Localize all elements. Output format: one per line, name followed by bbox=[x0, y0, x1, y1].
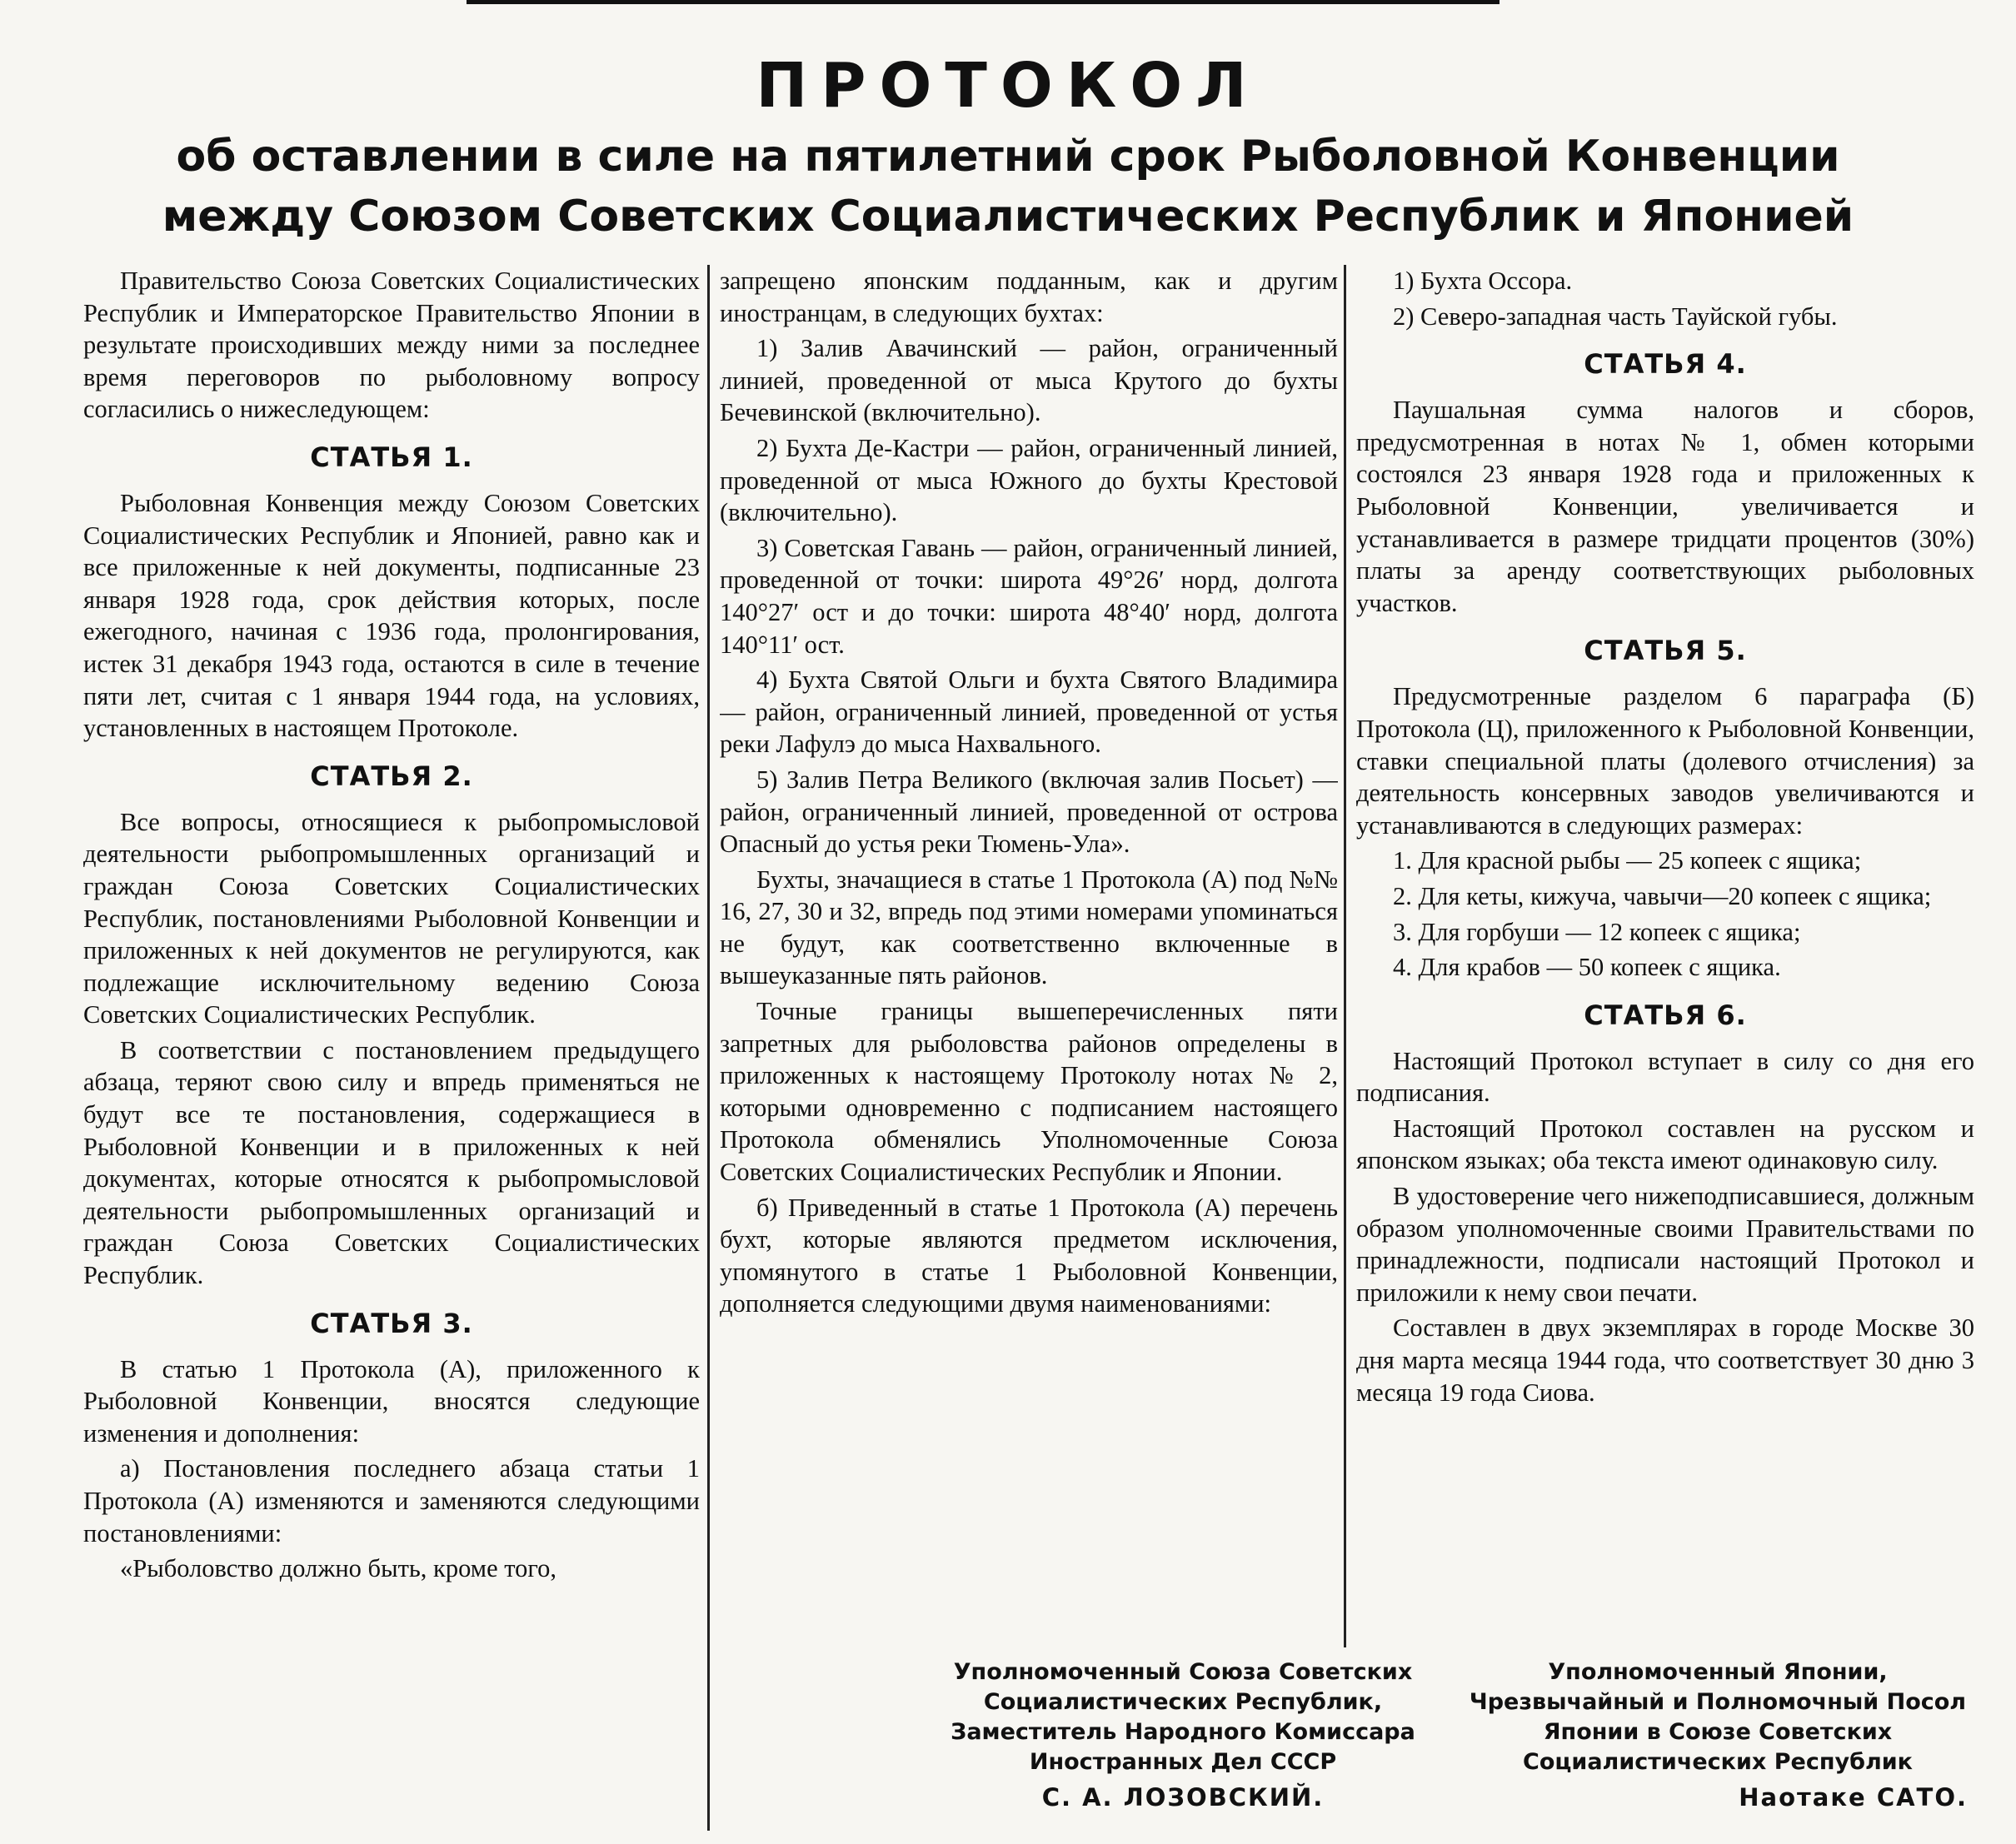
article-heading: СТАТЬЯ 5. bbox=[1584, 635, 1747, 667]
text-column-1 bbox=[83, 265, 700, 1831]
signatory-name: Наотаке САТО. bbox=[1739, 1783, 1968, 1812]
signatory-name: С. А. ЛОЗОВСКИЙ. bbox=[1041, 1783, 1325, 1812]
paragraph: 5) Залив Петра Великого (включая залив Посьет) — район, ограниченный линией, проведенной от острова Опасный до устья реки Тюмень-Ула». bbox=[720, 765, 1338, 859]
document-title: ПРОТОКОЛ bbox=[756, 50, 1260, 122]
article-heading: СТАТЬЯ 6. bbox=[1584, 999, 1747, 1031]
paragraph: 3) Советская Гавань — район, ограниченный линией, проведенной от точки: широта 49°26′ норд, долгота 140°27′ ост и до точки: широта 48°40′ норд, долгота 140°11′ ост. bbox=[720, 533, 1338, 659]
paragraph: Паушальная сумма налогов и сборов, предусмотренная в нотах № 1, обмен которыми состоялся 23 января 1928 года и приложенных к Рыболовной Конвенции, увеличивается и устанавливается в размере тридцати процентов (30%) платы за аренду соответствующих рыболовных участков. bbox=[1356, 396, 1974, 617]
paragraph: Предусмотренные разделом 6 параграфа (Б) Протокола (Ц), приложенного к Рыболовной Конвенции, ставки специальной платы (долевого отчисления) за деятельность консервных заводов увеличиваются и устанавливаются в следующих размерах: bbox=[1356, 682, 1974, 840]
paragraph: Точные границы вышеперечисленных пяти запретных для рыболовства районов определены в приложенных к настоящему Протоколу нотах № 2, которыми одновременно с подписанием настоящего Протокола обменялись Уполномоченные Союза Советских Социалистических Республик и Японии. bbox=[720, 997, 1338, 1187]
paragraph: 2) Северо-западная часть Тауйской губы. bbox=[1393, 302, 1838, 331]
paragraph: б) Приведенный в статье 1 Протокола (А) перечень бухт, которые являются предметом исключения, упомянутого в статье 1 Рыболовной Конвенции, дополняется следующими двумя наименованиями: bbox=[720, 1193, 1338, 1318]
signatory-role: Уполномоченный Японии, Чрезвычайный и Полномочный Посол Японии в Союзе Советских Социалистических Республик bbox=[1469, 1659, 1967, 1775]
paragraph: 4) Бухта Святой Ольги и бухта Святого Владимира — район, ограниченный линией, проведенной от устья реки Лафулэ до мыса Нахвального. bbox=[720, 665, 1338, 759]
article-heading: СТАТЬЯ 4. bbox=[1584, 348, 1747, 381]
paragraph: 3. Для горбуши — 12 копеек с ящика; bbox=[1393, 917, 1801, 946]
column-divider bbox=[1344, 265, 1346, 1647]
document-subtitle: об оставлении в силе на пятилетний срок Рыболовной Конвенции между Союзом Советских Социалистических Республик и Японией bbox=[162, 132, 1854, 242]
paragraph: 2) Бухта Де-Кастри — район, ограниченный линией, проведенной от мыса Южного до бухты Крестовой (включительно). bbox=[720, 433, 1338, 527]
paragraph: Составлен в двух экземплярах в городе Москве 30 дня марта месяца 1944 года, что соответствует 30 дню 3 месяца 19 года Сиова. bbox=[1356, 1313, 1974, 1407]
paragraph: Настоящий Протокол составлен на русском и японском языках; оба текста имеют одинаковую силу. bbox=[1356, 1114, 1974, 1175]
paragraph: Бухты, значащиеся в статье 1 Протокола (А) под №№ 16, 27, 30 и 32, впредь под этими номерами упоминаться не будут, как соответственно включенные в вышеуказанные пять районов. bbox=[720, 865, 1338, 990]
article-heading: СТАТЬЯ 2. bbox=[310, 760, 473, 792]
column-divider bbox=[707, 265, 710, 1831]
signature-block-japan bbox=[1460, 1657, 1976, 1812]
paragraph: В статью 1 Протокола (А), приложенного к Рыболовной Конвенции, вносятся следующие изменения и дополнения: bbox=[83, 1354, 700, 1448]
paragraph: Настоящий Протокол вступает в силу со дня его подписания. bbox=[1356, 1046, 1974, 1108]
paragraph: В соответствии с постановлением предыдущего абзаца, теряют свою силу и впредь применяться не будут все те постановления, содержащиеся в Рыболовной Конвенции и в приложенных к ней документах, которые относятся к рыбопромысловой деятельности рыбопромышленных организаций и граждан Союза Советских Социалистических Республик. bbox=[83, 1035, 700, 1290]
paragraph: 4. Для крабов — 50 копеек с ящика. bbox=[1393, 953, 1781, 982]
paragraph: а) Постановления последнего абзаца статьи 1 Протокола (А) изменяются и заменяются следующими постановлениями: bbox=[83, 1454, 700, 1547]
paragraph: запрещено японским подданным, как и другим иностранцам, в следующих бухтах: bbox=[720, 267, 1338, 327]
text-column-2 bbox=[720, 265, 1338, 1647]
top-rule bbox=[467, 0, 1500, 4]
paragraph: Правительство Союза Советских Социалистических Республик и Императорское Правительство Японии в результате происходивших между ними за последнее время переговоров по рыболовному вопросу согласились о нижеследующем: bbox=[83, 267, 700, 424]
signature-block-ussr bbox=[925, 1657, 1441, 1812]
paragraph: «Рыболовство должно быть, кроме того, bbox=[120, 1554, 557, 1583]
paragraph: 2. Для кеты, кижуча, чавычи—20 копеек с ящика; bbox=[1393, 881, 1932, 910]
paragraph: 1. Для красной рыбы — 25 копеек с ящика; bbox=[1393, 846, 1862, 875]
paragraph: 1) Залив Авачинский — район, ограниченный линией, проведенной от мыса Крутого до бухты Бечевинской (включительно). bbox=[720, 334, 1338, 427]
paragraph: В удостоверение чего нижеподписавшиеся, должным образом уполномоченные своими Правительствами по принадлежности, подписали настоящий Протокол и приложили к нему свои печати. bbox=[1356, 1182, 1974, 1307]
article-heading: СТАТЬЯ 1. bbox=[310, 441, 473, 473]
paragraph: Рыболовная Конвенция между Союзом Советских Социалистических Республик и Японией, равно как и все приложенные к ней документы, подписанные 23 января 1928 года, срок действия которых, после ежегодного, начиная с 1936 года, пролонгирования, истек 31 декабря 1943 года, остаются в силе в течение пяти лет, считая с 1 января 1944 года, на условиях, установленных в настоящем Протоколе. bbox=[83, 488, 700, 743]
signatory-role: Уполномоченный Союза Советских Социалистических Республик, Заместитель Народного Комиссара Иностранных Дел СССР bbox=[951, 1659, 1415, 1775]
article-heading: СТАТЬЯ 3. bbox=[310, 1307, 473, 1339]
text-column-3 bbox=[1356, 265, 1974, 1647]
paragraph: 1) Бухта Оссора. bbox=[1393, 267, 1573, 295]
paragraph: Все вопросы, относящиеся к рыбопромысловой деятельности рыбопромышленных организаций и граждан Союза Советских Социалистических Республик, постановлениями Рыболовной Конвенции и приложенных к ней документов не регулируются, как подлежащие исключительному ведению Союза Советских Социалистических Республик. bbox=[83, 807, 700, 1029]
